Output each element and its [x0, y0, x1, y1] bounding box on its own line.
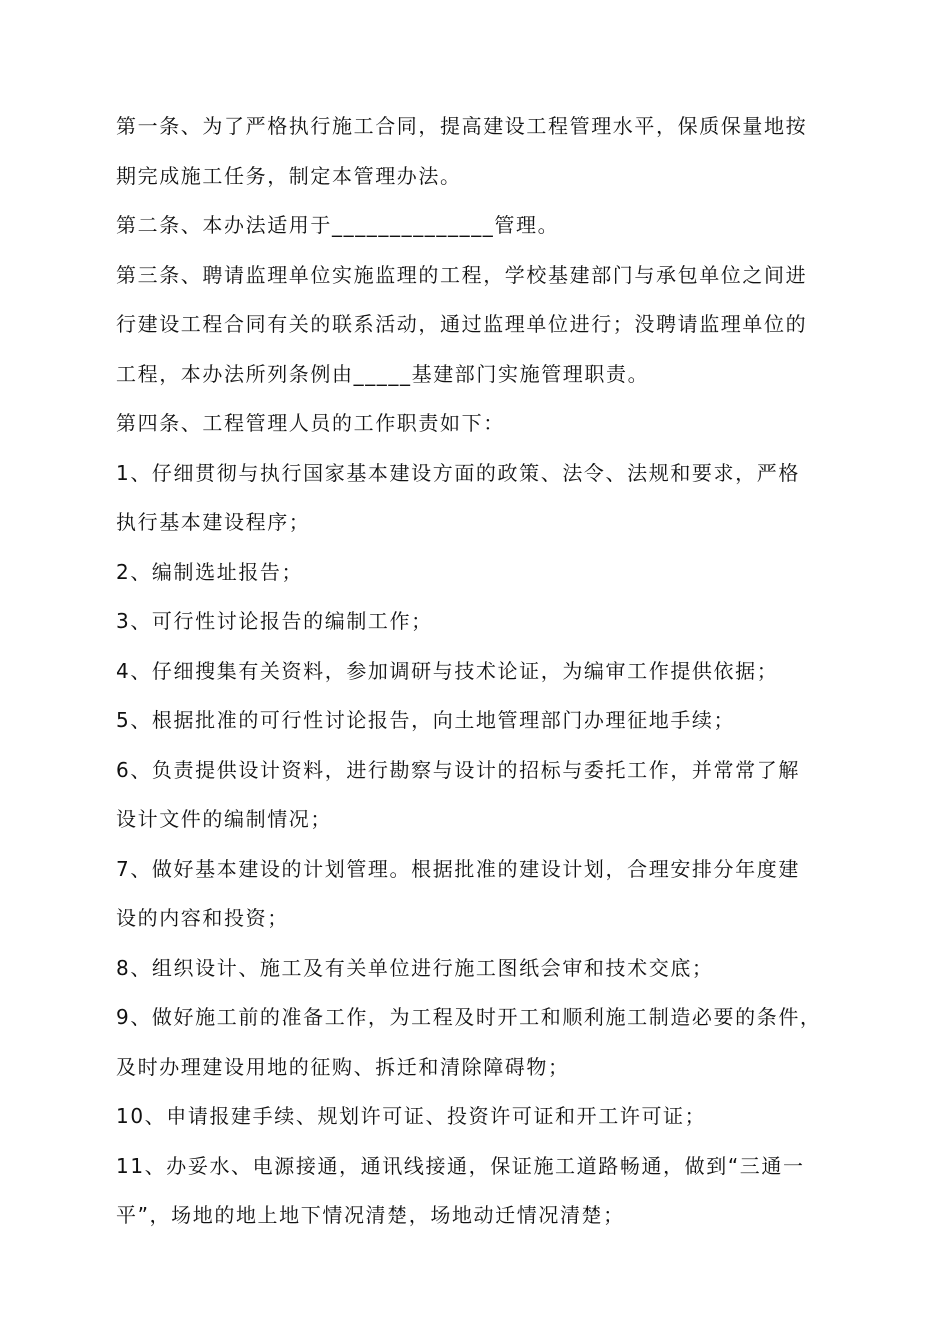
- text-line: 第三条、聘请监理单位实施监理的工程，学校基建部门与承包单位之间进: [116, 262, 808, 287]
- text-line: 执行基本建设程序；: [116, 510, 311, 534]
- text-line: 4、仔细搜集有关资料，参加调研与技术论证，为编审工作提供依据；: [116, 658, 779, 683]
- text-line: 2、编制选址报告；: [116, 559, 304, 584]
- text-line: 平”，场地的地上地下情况清楚，场地动迁情况清楚；: [116, 1203, 625, 1227]
- text-line: 第二条、本办法适用于______________管理。: [116, 213, 560, 237]
- text-line: 工程，本办法所列条例由_____基建部门实施管理职责。: [116, 361, 650, 386]
- text-line: 7、做好基本建设的计划管理。根据批准的建设计划，合理安排分年度建: [116, 856, 800, 881]
- text-line: 及时办理建设用地的征购、拆迁和清除障碍物；: [116, 1054, 570, 1079]
- text-line: 期完成施工任务，制定本管理办法。: [116, 163, 462, 188]
- text-line: 设计文件的编制情况；: [116, 807, 332, 831]
- text-line: 11、办妥水、电源接通，通讯线接通，保证施工道路畅通，做到“三通一: [116, 1153, 805, 1178]
- text-line: 行建设工程合同有关的联系活动，通过监理单位进行；没聘请监理单位的: [116, 312, 808, 336]
- text-line: 6、负责提供设计资料，进行勘察与设计的招标与委托工作，并常常了解: [116, 757, 800, 782]
- text-line: 设的内容和投资；: [116, 906, 289, 930]
- text-line: 10、申请报建手续、规划许可证、投资许可证和开工许可证；: [116, 1104, 707, 1128]
- text-line: 第一条、为了严格执行施工合同，提高建设工程管理水平，保质保量地按: [116, 114, 808, 138]
- text-line: 9、做好施工前的准备工作，为工程及时开工和顺利施工制造必要的条件，: [116, 1005, 822, 1029]
- text-line: 第四条、工程管理人员的工作职责如下：: [116, 411, 505, 435]
- text-line: 1、仔细贯彻与执行国家基本建设方面的政策、法令、法规和要求，严格: [116, 460, 800, 485]
- text-line: 8、组织设计、施工及有关单位进行施工图纸会审和技术交底；: [116, 955, 714, 980]
- text-line: 3、可行性讨论报告的编制工作；: [116, 609, 433, 633]
- document-body: [116, 102, 838, 1241]
- text-line: 5、根据批准的可行性讨论报告，向土地管理部门办理征地手续；: [116, 708, 736, 732]
